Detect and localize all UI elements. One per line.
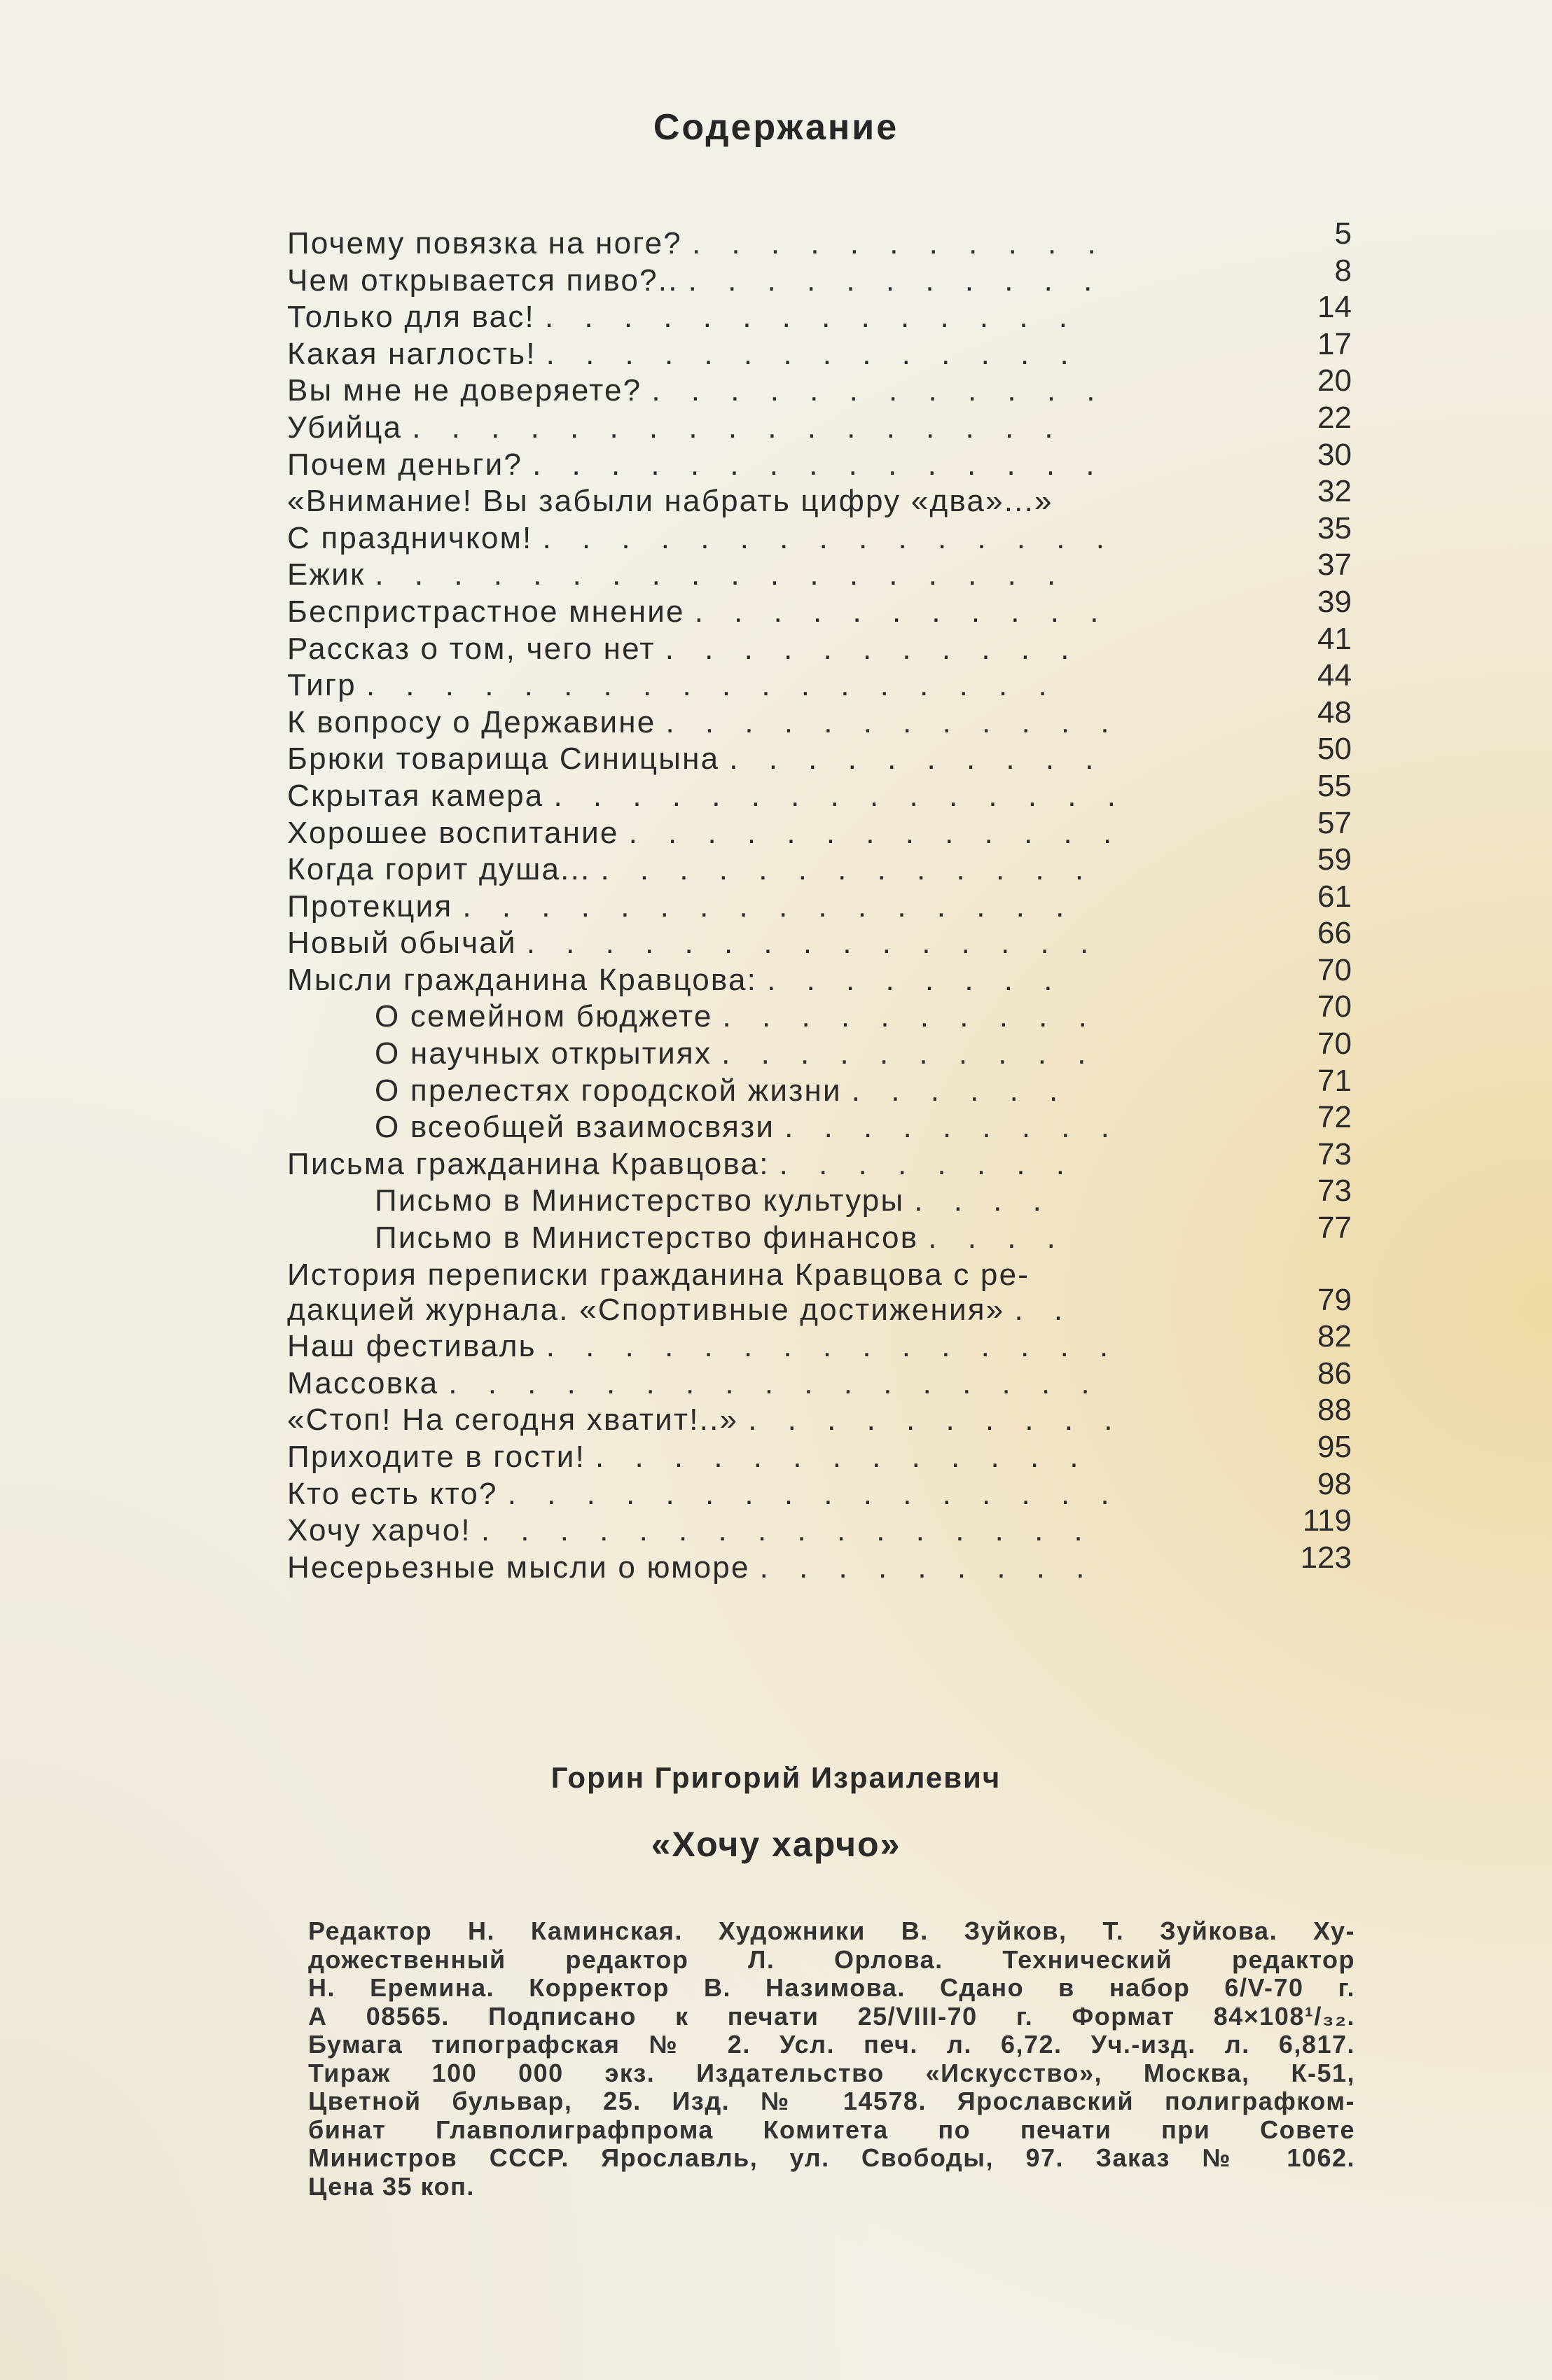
toc-entry-title: Новый обычай [287, 926, 517, 961]
toc-leader-dots: . . . . . . . . . . . . . . . [553, 778, 1127, 813]
toc-entry-title: Несерьезные мысли о юморе [287, 1550, 750, 1585]
toc-entry-title: «Стоп! На сегодня хватит!..» [287, 1403, 739, 1438]
toc-leader-dots: . . . . . . . . . . . . . . . . . [412, 410, 1065, 445]
toc-entry [287, 326, 1352, 371]
toc-leader-dots: . . . . . . . . . . [722, 999, 1098, 1034]
toc-entry [287, 915, 1352, 961]
contents-heading: Содержание [653, 107, 899, 148]
toc-leader-dots: . . . . . . . . . . . . [665, 704, 1121, 739]
imprint-line: Тираж 100 000 экз. Издательство «Искусство», Москва, К-51, [308, 2058, 1355, 2087]
toc-leader-dots: . . . . . . . . . . . . . . . . . . [366, 668, 1058, 703]
toc-page-number: 32 [1317, 474, 1352, 509]
toc-page-number: 41 [1317, 621, 1352, 656]
toc-leader-dots: . . . . . . . . . . [729, 742, 1105, 777]
toc-entry [287, 805, 1352, 850]
toc-leader-dots: . . . . [914, 1183, 1053, 1218]
toc-entry-title: Только для вас! [287, 300, 535, 335]
toc-entry-title: Кто есть кто? [287, 1476, 498, 1511]
toc-page-number: 57 [1317, 805, 1352, 840]
toc-leader-dots: . . . . . . . . [779, 1146, 1076, 1181]
toc-entry-title: Хочу харчо! [287, 1513, 471, 1548]
toc-page-number: 22 [1317, 400, 1352, 435]
toc-entry-title: Приходите в гости! [287, 1440, 586, 1474]
toc-leader-dots: . . . . . . . . . . . [665, 631, 1081, 666]
toc-entry-title: К вопросу о Державине [287, 704, 656, 739]
toc-leader-dots: . . . . . . . . . . . . . [595, 1440, 1090, 1474]
toc-entry [287, 584, 1352, 629]
toc-leader-dots: . . . . . . . . [767, 962, 1064, 997]
imprint-line: Бумага типографская № 2. Усл. печ. л. 6,72. Уч.-изд. л. 6,817. [308, 2030, 1355, 2059]
toc-entry-title: дакцией журнала. «Спортивные достижения» [287, 1292, 1005, 1327]
toc-page-number: 79 [1317, 1282, 1352, 1317]
toc-leader-dots: . . . . . . [851, 1073, 1069, 1108]
toc-leader-dots: . . . . . . . . . . . . . . . . [480, 1513, 1094, 1548]
toc-leader-dots: . . . . . . . . . . . [691, 226, 1107, 260]
toc-page-number: 73 [1317, 1136, 1352, 1171]
toc-entry-title: Письмо в Министерство культуры [375, 1183, 905, 1218]
toc-page-number: 95 [1317, 1430, 1352, 1464]
toc-entry-title: Мысли гражданина Кравцова: [287, 962, 758, 997]
toc-leader-dots: . . . . . . . . . . . . . . . . . [448, 1365, 1101, 1400]
toc-entry-title: «Внимание! Вы забыли набрать цифру «два»...» [287, 484, 1053, 519]
toc-page-number: 37 [1317, 548, 1352, 583]
toc-entry-title: Беспристрастное мнение [287, 594, 685, 629]
toc-page-number: 17 [1317, 326, 1352, 361]
toc-entry-title: Письма гражданина Кравцова: [287, 1146, 770, 1181]
toc-entry-title: О всеобщей взаимосвязи [375, 1110, 775, 1145]
toc-leader-dots: . . . . . . . . . . . . . . . . [507, 1476, 1121, 1511]
imprint-line: Цветной бульвар, 25. Изд. № 14578. Ярославский полиграфком- [308, 2087, 1355, 2115]
toc-leader-dots: . . . . . . . . . . . . . . [546, 336, 1080, 371]
toc-page-number: 5 [1334, 216, 1352, 251]
toc-entry [287, 473, 1352, 519]
toc-entry [287, 363, 1352, 408]
toc-entry [287, 1356, 1352, 1400]
toc-entry [287, 657, 1352, 703]
toc-page-number: 119 [1302, 1503, 1352, 1538]
toc-entry [287, 1429, 1352, 1474]
toc-leader-dots: . . . . . . . . . . . . . . . [526, 926, 1100, 961]
toc-page-number: 123 [1300, 1540, 1352, 1575]
toc-entry [287, 1503, 1352, 1548]
toc-leader-dots: . . . . . . . . . . [748, 1403, 1124, 1438]
toc-leader-dots: . . . . . . . . . . . . . . [544, 300, 1079, 335]
toc-page-number: 35 [1317, 510, 1352, 545]
toc-page-number: 66 [1317, 916, 1352, 951]
table-of-contents [287, 216, 1352, 1585]
toc-entry [287, 1173, 1352, 1218]
toc-entry-title: Письмо в Министерство финансов [375, 1220, 919, 1255]
toc-leader-dots: . . . . . . . . . . . . . . . . [462, 889, 1076, 924]
toc-entry [287, 1210, 1352, 1255]
toc-entry [287, 1099, 1352, 1145]
toc-entry [287, 768, 1352, 813]
toc-entry-wrapped-line: История переписки гражданина Кравцова с ре- [287, 1257, 1030, 1292]
toc-entry [287, 1136, 1352, 1181]
toc-page-number: 14 [1317, 290, 1352, 325]
toc-entry [287, 547, 1352, 592]
toc-leader-dots: . . . . . . . . . . . . . . . [546, 1329, 1120, 1364]
imprint-block [308, 1917, 1355, 2201]
toc-entry-title: Какая наглость! [287, 336, 536, 371]
toc-leader-dots: . . . . . . . . . . . . . [600, 852, 1095, 887]
imprint-line: Н. Еремина. Корректор В. Назимова. Сдано в набор 6/V-70 г. [308, 1973, 1355, 2002]
toc-entry [287, 510, 1352, 555]
toc-page-number: 70 [1317, 952, 1352, 987]
toc-entry-title: Тигр [287, 668, 356, 703]
toc-entry-title: Массовка [287, 1365, 439, 1400]
toc-page-number: 48 [1317, 695, 1352, 730]
toc-page-number: 8 [1334, 253, 1352, 288]
toc-entry-title: О прелестях городской жизни [375, 1073, 842, 1108]
toc-entry-title: Ежик [287, 557, 366, 592]
imprint-line: Редактор Н. Каминская. Художники В. Зуйков, Т. Зуйкова. Ху- [308, 1916, 1355, 1945]
toc-entry [287, 1282, 1352, 1327]
toc-page-number: 77 [1317, 1211, 1352, 1246]
book-title: «Хочу харчо» [651, 1825, 901, 1864]
toc-entry-title: Протекция [287, 889, 453, 924]
toc-leader-dots: . . . . . . . . . . . . . . . [532, 447, 1106, 482]
toc-entry [287, 400, 1352, 445]
toc-entry [287, 1318, 1352, 1364]
toc-page-number: 70 [1317, 1027, 1352, 1062]
toc-leader-dots: . . [1014, 1292, 1074, 1327]
toc-entry-title: Скрытая камера [287, 778, 544, 813]
toc-leader-dots: . . . . . . . . . . . [688, 263, 1104, 298]
toc-leader-dots: . . . . . . . . . . . . [651, 373, 1107, 408]
toc-page-number: 20 [1317, 363, 1352, 398]
imprint-line: дожественный редактор Л. Орлова. Технический редактор [308, 1944, 1355, 1974]
toc-page-number: 50 [1317, 732, 1352, 767]
toc-leader-dots: . . . . . . . . . . . . . . . [542, 520, 1116, 555]
toc-entry-title: О научных открытиях [375, 1036, 712, 1071]
toc-entry-title: Рассказ о том, чего нет [287, 631, 656, 666]
toc-leader-dots: . . . . . . . . . . . [694, 594, 1110, 629]
toc-page-number: 73 [1317, 1174, 1352, 1209]
toc-page-number: 70 [1317, 989, 1352, 1024]
toc-leader-dots: . . . . . . . . . . . . . [628, 815, 1123, 850]
toc-entry [287, 952, 1352, 997]
toc-entry-title: Когда горит душа... [287, 852, 591, 887]
toc-entry-title: О семейном бюджете [375, 999, 713, 1034]
toc-page-number: 30 [1317, 437, 1352, 472]
toc-page-number: 55 [1317, 768, 1352, 803]
author-name: Горин Григорий Израилевич [550, 1761, 1002, 1794]
toc-entry-title: Чем открывается пиво?.. [287, 263, 679, 298]
toc-entry [287, 1392, 1352, 1438]
toc-entry [287, 621, 1352, 666]
toc-entry [287, 289, 1352, 335]
toc-leader-dots: . . . . . . . . . . [721, 1036, 1097, 1071]
toc-entry-title: Почему повязка на ноге? [287, 226, 682, 260]
toc-leader-dots: . . . . . . . . . [784, 1110, 1121, 1145]
toc-page-number: 71 [1317, 1063, 1352, 1098]
toc-entry [287, 989, 1352, 1034]
toc-entry-title: Брюки товарища Синицына [287, 742, 720, 777]
toc-page-number: 39 [1317, 584, 1352, 619]
toc-entry [287, 437, 1352, 482]
imprint-line: Министров СССР. Ярославль, ул. Свободы, 97. Заказ № 1062. [308, 2143, 1355, 2172]
toc-entry [287, 1466, 1352, 1511]
toc-page-number: 82 [1317, 1319, 1352, 1354]
imprint-line: А 08565. Подписано к печати 25/VIII-70 г. Формат 84×108¹/₃₂. [308, 2001, 1355, 2031]
toc-entry [287, 1063, 1352, 1108]
toc-entry [287, 879, 1352, 924]
toc-page-number: 86 [1317, 1356, 1352, 1391]
toc-entry-title: Почем деньги? [287, 447, 523, 482]
toc-entry [287, 253, 1352, 298]
toc-page-number: 88 [1317, 1393, 1352, 1428]
toc-entry-title: Вы мне не доверяете? [287, 373, 642, 408]
toc-leader-dots: . . . . [928, 1220, 1067, 1255]
toc-page-number: 44 [1317, 658, 1352, 693]
toc-entry-title: Убийца [287, 410, 403, 445]
toc-leader-dots: . . . . . . . . . [759, 1550, 1096, 1585]
toc-page-number: 72 [1317, 1100, 1352, 1135]
toc-page-number: 59 [1317, 842, 1352, 877]
toc-entry [287, 695, 1352, 739]
toc-entry-title: Хорошее воспитание [287, 815, 619, 850]
toc-leader-dots: . . . . . . . . . . . . . . . . . . [375, 557, 1067, 592]
toc-entry [287, 216, 1352, 260]
toc-entry-title: С праздничком! [287, 520, 533, 555]
toc-entry [287, 731, 1352, 777]
toc-entry [287, 1540, 1352, 1585]
toc-entry [287, 1026, 1352, 1071]
toc-page-number: 98 [1317, 1466, 1352, 1501]
toc-entry [287, 842, 1352, 887]
imprint-line: бинат Главполиграфпрома Комитета по печати при Совете [308, 2115, 1355, 2144]
toc-entry-title: Наш фестиваль [287, 1329, 536, 1364]
imprint-line: Цена 35 коп. [308, 2171, 475, 2201]
toc-page-number: 61 [1317, 879, 1352, 914]
